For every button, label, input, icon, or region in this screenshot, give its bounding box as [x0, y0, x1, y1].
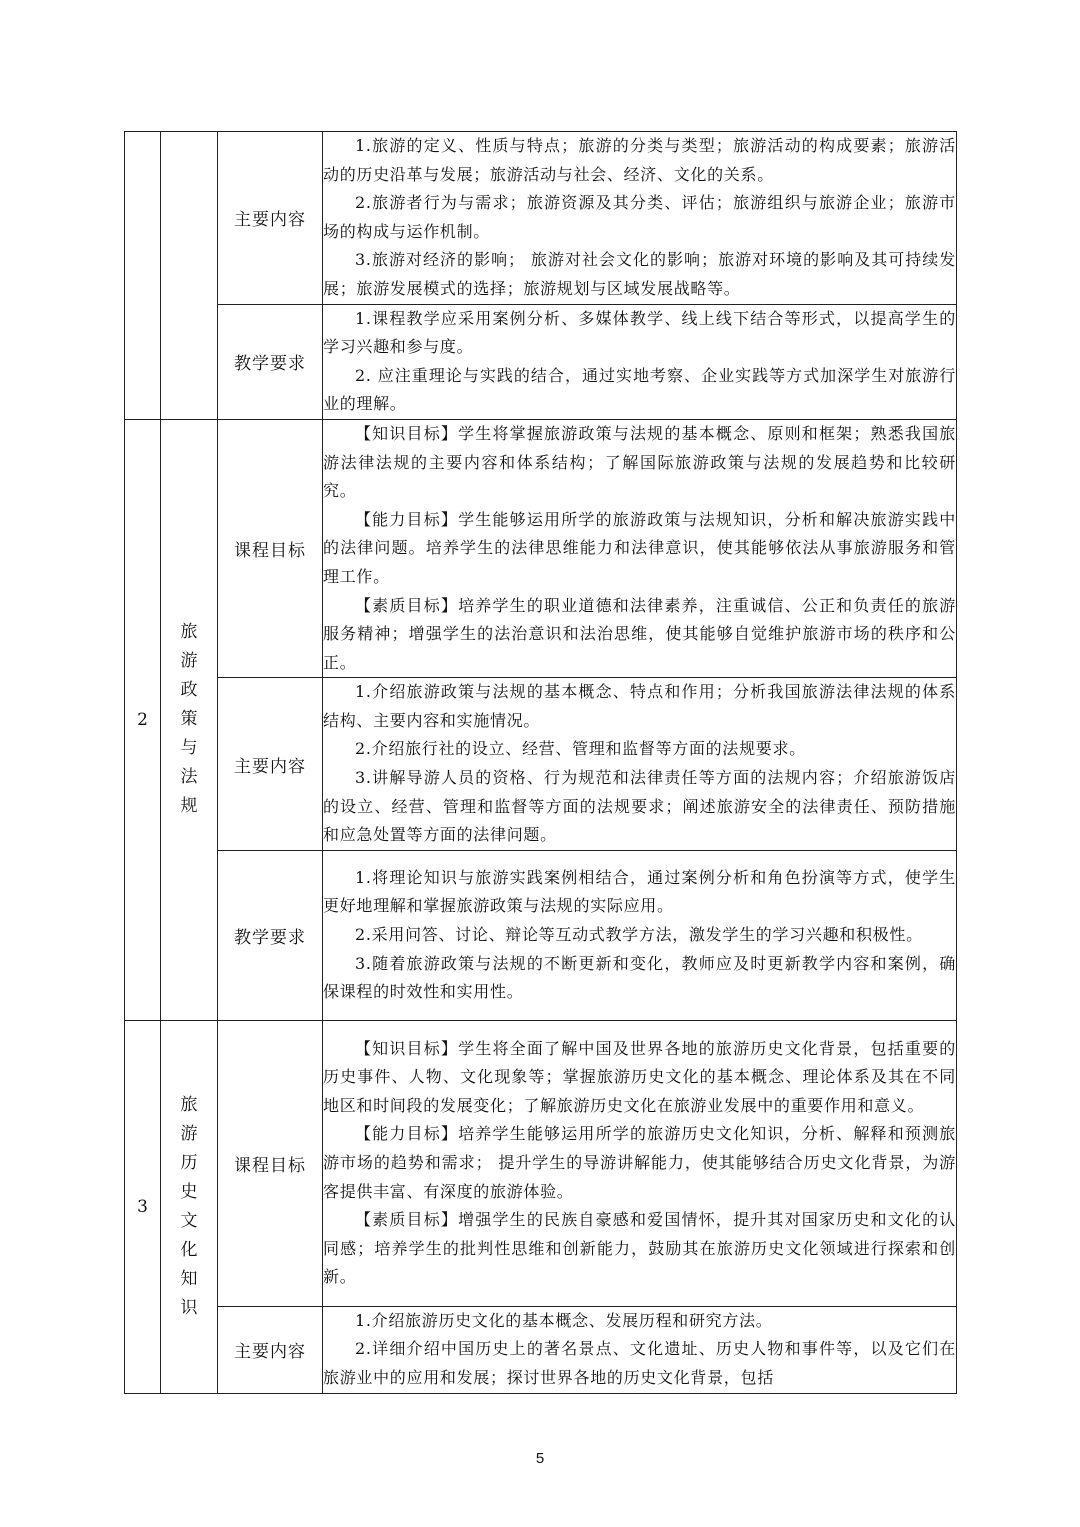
- row-1-number: [125, 132, 161, 420]
- paragraph: 【能力目标】培养学生能够运用所学的旅游历史文化知识，分析、解释和预测旅游市场的趋势和需求； 提升学生的导游讲解能力，使其能够结合历史文化背景，为游客提供丰富、有深度的旅游体验。: [323, 1124, 956, 1201]
- paragraph: 1.介绍旅游政策与法规的基本概念、特点和作用；分析我国旅游法律法规的体系结构、主要内容和实施情况。: [323, 682, 956, 730]
- paragraph: 【素质目标】培养学生的职业道德和法律素养，注重诚信、公正和负责任的旅游服务精神；增强学生的法治意识和法治思维，使其能够自觉维护旅游市场的秩序和公正。: [323, 595, 956, 672]
- row-2-name: 旅游政策与法规: [161, 419, 218, 1020]
- paragraph: 2. 应注重理论与实践的结合，通过实地考察、企业实践等方式加深学生对旅游行业的理解。: [323, 365, 956, 414]
- paragraph: 2.采用问答、讨论、辩论等互动式教学方法，激发学生的学习兴趣和积极性。: [355, 925, 923, 945]
- row-3-number: 3: [125, 1020, 161, 1393]
- paragraph: 2.详细介绍中国历史上的著名景点、文化遗址、历史人物和事件等，以及它们在旅游业中的应用和发展；探讨世界各地的历史文化背景，包括: [323, 1339, 956, 1388]
- paragraph: 1.将理论知识与旅游实践案例相结合，通过案例分析和角色扮演等方式，使学生更好地理解和掌握旅游政策与法规的实际应用。: [323, 867, 956, 916]
- row-2-teaching-requirements: [125, 850, 957, 1020]
- paragraph: 1.介绍旅游历史文化的基本概念、发展历程和研究方法。: [355, 1310, 773, 1330]
- row-3-course-objectives: [125, 1020, 957, 1306]
- content-cell: [323, 850, 957, 1020]
- row-3-name: 旅游历史文化知识: [161, 1020, 218, 1393]
- label-course-objectives: 课程目标: [218, 419, 323, 677]
- page-number: 5: [535, 1450, 545, 1467]
- paragraph: 1.旅游的定义、性质与特点；旅游的分类与类型；旅游活动的构成要素；旅游活动的历史沿革与发展；旅游活动与社会、经济、文化的关系。: [323, 136, 956, 184]
- paragraph: 2.介绍旅行社的设立、经营、管理和监督等方面的法规要求。: [355, 739, 806, 759]
- label-teaching-requirements: 教学要求: [218, 850, 323, 1020]
- row-2-course-objectives: [125, 419, 957, 677]
- content-cell: [323, 419, 957, 677]
- paragraph: 【知识目标】学生将掌握旅游政策与法规的基本概念、原则和框架；熟悉我国旅游法律法规的主要内容和体系结构；了解国际旅游政策与法规的发展趋势和比较研究。: [323, 423, 956, 501]
- paragraph: 3.随着旅游政策与法规的不断更新和变化，教师应及时更新教学内容和案例，确保课程的时效性和实用性。: [323, 953, 956, 1002]
- paragraph: 1.课程教学应采用案例分析、多媒体教学、线上线下结合等形式，以提高学生的学习兴趣和参与度。: [323, 308, 956, 357]
- course-table: [124, 131, 957, 1394]
- label-main-content: 主要内容: [218, 132, 323, 305]
- row-1-teaching-requirements: [125, 304, 957, 419]
- row-1-main-content: [125, 132, 957, 305]
- content-cell: [323, 304, 957, 419]
- paragraph: 【能力目标】学生能够运用所学的旅游政策与法规知识，分析和解决旅游实践中的法律问题。培养学生的法律思维能力和法律意识，使其能够依法从事旅游服务和管理工作。: [323, 509, 956, 586]
- paragraph: 3.讲解导游人员的资格、行为规范和法律责任等方面的法规内容；介绍旅游饭店的设立、经营、管理和监督等方面的法规要求；阐述旅游安全的法律责任、预防措施和应急处置等方面的法律问题。: [323, 768, 956, 845]
- content-cell: [323, 132, 957, 305]
- row-2-main-content: [125, 678, 957, 851]
- content-cell: [323, 678, 957, 851]
- row-1-name: [161, 132, 218, 420]
- content-cell: [323, 1306, 957, 1393]
- content-cell: [323, 1020, 957, 1306]
- paragraph: 【知识目标】学生将全面了解中国及世界各地的旅游历史文化背景，包括重要的历史事件、人物、文化现象等；掌握旅游历史文化的基本概念、理论体系及其在不同地区和时间段的发展变化；了解旅游历史文化在旅游业发展中的重要作用和意义。: [323, 1038, 956, 1115]
- paragraph: 3.旅游对经济的影响； 旅游对社会文化的影响；旅游对环境的影响及其可持续发展；旅游发展模式的选择；旅游规划与区域发展战略等。: [323, 250, 956, 298]
- label-course-objectives: 课程目标: [218, 1020, 323, 1306]
- label-teaching-requirements: 教学要求: [218, 304, 323, 419]
- row-2-number: 2: [125, 419, 161, 1020]
- paragraph: 2.旅游者行为与需求；旅游资源及其分类、评估；旅游组织与旅游企业；旅游市场的构成与运作机制。: [323, 193, 956, 241]
- label-main-content: 主要内容: [218, 678, 323, 851]
- label-main-content: 主要内容: [218, 1306, 323, 1393]
- paragraph: 【素质目标】增强学生的民族自豪感和爱国情怀，提升其对国家历史和文化的认同感；培养学生的批判性思维和创新能力，鼓励其在旅游历史文化领域进行探索和创新。: [323, 1210, 956, 1287]
- row-3-main-content: [125, 1306, 957, 1393]
